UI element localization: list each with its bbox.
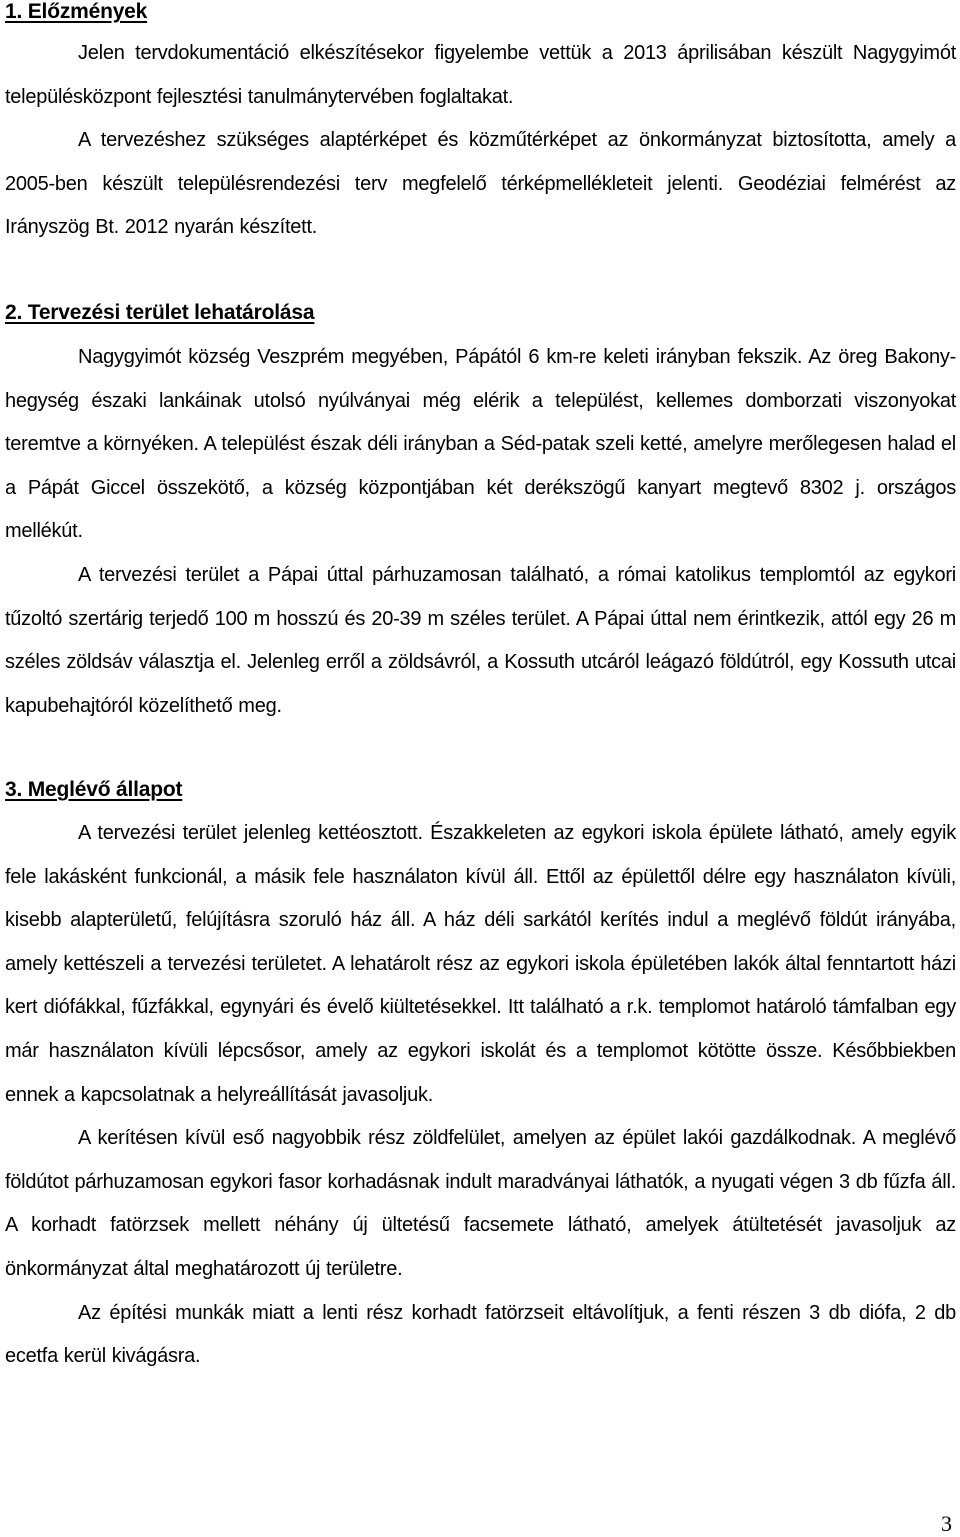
paragraph: A kerítésen kívül eső nagyobbik rész zöldfelület, amelyen az épület lakói gazdálkodnak. A meglévő földútot párhuzamosan egykori fasor korhadásnak indult maradványai láthatók, a nyugati végen 3 db fűzfa áll. A korhadt fatörzsek mellett néhány új ültetésű facsemete látható, amelyek átültetését javasoljuk az önkormányzat által meghatározott új területre. — [5, 1127, 956, 1280]
section-heading-meglevo-allapot: 3. Meglévő állapot — [5, 778, 183, 801]
section-body-meglevo-allapot — [5, 812, 956, 1379]
paragraph: A tervezéshez szükséges alaptérképet és közműtérképet az önkormányzat biztosította, amely a 2005-ben készült településrendezési terv megfelelő térképmellékleteit jelenti. Geodéziai felmérést az Irányszög Bt. 2012 nyarán készített. — [5, 129, 956, 239]
section-heading-elozmenyek: 1. Előzmények — [5, 0, 148, 23]
section-heading-tervezesi-terulet: 2. Tervezési terület lehatárolása — [5, 301, 315, 324]
section-body-tervezesi-terulet — [5, 336, 956, 728]
paragraph: Az építési munkák miatt a lenti rész korhadt fatörzseit eltávolítjuk, a fenti részen 3 db diófa, 2 db ecetfa kerül kivágásra. — [5, 1301, 956, 1368]
page-number: 3 — [941, 1511, 952, 1536]
paragraph: A tervezési terület jelenleg kettéosztott. Északkeleten az egykori iskola épülete látható, amely egyik fele lakásként funkcionál, a másik fele használaton kívül áll. Ettől az épülettől délre egy használaton kívüli, kisebb alapterületű, felújításra szoruló ház áll. A ház déli sarkától kerítés indul a meglévő földút irányába, amely kettészeli a tervezési területet. A lehatárolt rész az egykori iskola épületében lakók által fenntartott házi kert diófákkal, fűzfákkal, egynyári és évelő kiültetésekkel. Itt található a r.k. templomot határoló támfalban egy már használaton kívüli lépcsősor, amely az egykori iskolát és a templomot kötötte össze. Későbbiekben ennek a kapcsolatnak a helyreállítását javasoljuk. — [5, 822, 956, 1106]
section-body-elozmenyek — [5, 32, 956, 250]
paragraph: A tervezési terület a Pápai úttal párhuzamosan található, a római katolikus templomtól az egykori tűzoltó szertárig terjedő 100 m hosszú és 20-39 m széles terület. A Pápai úttal nem érintkezik, attól egy 26 m széles zöldsáv választja el. Jelenleg erről a zöldsávról, a Kossuth utcáról leágazó földútról, egy Kossuth utcai kapubehajtóról közelíthető meg. — [5, 563, 956, 717]
paragraph: Nagygyimót község Veszprém megyében, Pápától 6 km-re keleti irányban fekszik. Az öreg Bakony-hegység északi lankáinak utolsó nyúlványai még elérik a települést, kellemes domborzati viszonyokat teremtve a környéken. A települést észak déli irányban a Séd-patak szeli ketté, amelyre merőlegesen halad el a Pápát Giccel összekötő, a község központjában két derékszögű kanyart megtevő 8302 j. országos mellékút. — [5, 346, 956, 543]
paragraph: Jelen tervdokumentáció elkészítésekor figyelembe vettük a 2013 áprilisában készült Nagygyimót településközpont fejlesztési tanulmánytervében foglaltakat. — [5, 42, 956, 108]
